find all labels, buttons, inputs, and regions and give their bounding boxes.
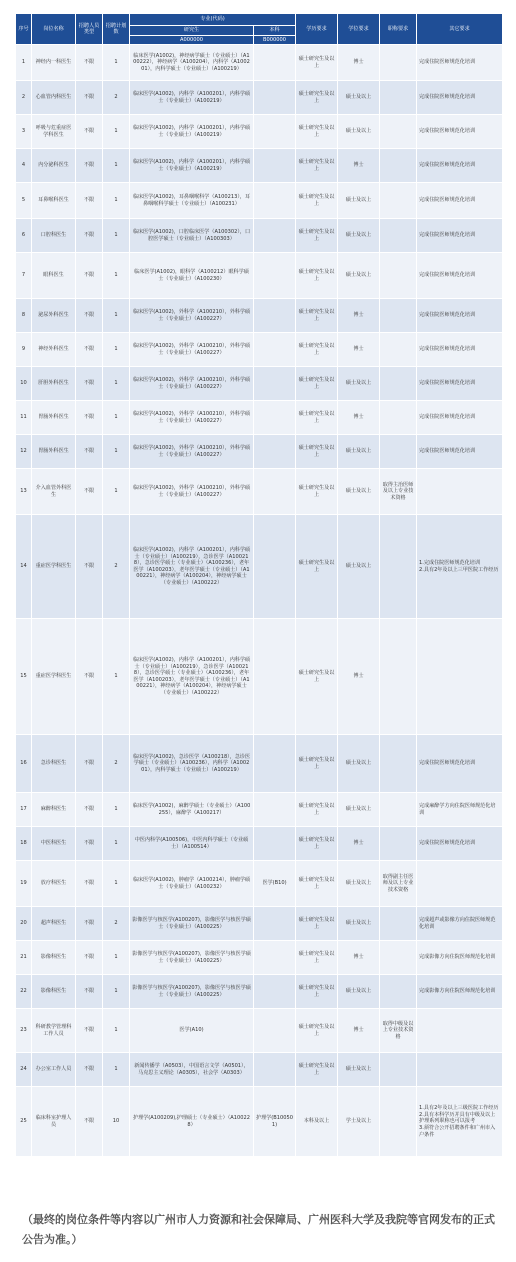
cell-degree: 学士及以上 (338, 1087, 380, 1157)
cell-recruit-target: 不限 (76, 1087, 103, 1157)
cell-other-req: 完成超声或影像方向住院医师规范化培训 (417, 907, 503, 941)
cell-undergrad-major (254, 735, 296, 793)
cell-seq: 6 (16, 219, 32, 253)
cell-seq: 14 (16, 515, 32, 619)
footnote: （最终的岗位条件等内容以广州市人力资源和社会保障局、广州医科大学及我院等官网发布的正式公告为准。） (22, 1213, 495, 1246)
cell-title-req (380, 735, 417, 793)
cell-recruit-target: 不限 (76, 469, 103, 515)
cell-degree: 硕士及以上 (338, 1053, 380, 1087)
cell-recruit-count: 2 (103, 735, 130, 793)
cell-recruit-count: 1 (103, 367, 130, 401)
table-row (16, 45, 503, 81)
cell-other-req: 完成住院医师规范化培训 (417, 115, 503, 149)
cell-position-name: 办公室工作人员 (32, 1053, 76, 1087)
cell-recruit-target: 不限 (76, 1053, 103, 1087)
header-grad-major: 研究生 (130, 26, 254, 36)
cell-undergrad-major (254, 619, 296, 735)
cell-grad-major: 临床医学(A1002)，耳鼻咽喉科学（A100213），耳鼻咽喉科学硕士（专业硕士）（A100231） (130, 183, 254, 219)
cell-undergrad-major (254, 941, 296, 975)
cell-recruit-count: 1 (103, 1053, 130, 1087)
header-recruit-target: 招聘人员类型 (76, 14, 103, 45)
cell-position-name: 重症医学科医生 (32, 619, 76, 735)
cell-seq: 3 (16, 115, 32, 149)
cell-recruit-target: 不限 (76, 333, 103, 367)
cell-recruit-count: 1 (103, 183, 130, 219)
cell-title-req (380, 975, 417, 1009)
cell-recruit-count: 1 (103, 401, 130, 435)
cell-grad-major: 临床医学(A1002)，急诊医学（A100218），急诊医学硕士（专业硕士）（A100236），内科学（A100201），内科学硕士（专业硕士）（A100219） (130, 735, 254, 793)
cell-undergrad-major: 护理学(B100501) (254, 1087, 296, 1157)
cell-seq: 4 (16, 149, 32, 183)
cell-position-name: 眼科医生 (32, 253, 76, 299)
cell-position-name: 耳鼻喉科医生 (32, 183, 76, 219)
cell-title-req (380, 367, 417, 401)
cell-other-req: 完成影像方向住院医师规范化培训 (417, 941, 503, 975)
header-undergrad-major: 本科 (254, 26, 296, 36)
cell-degree: 博士 (338, 45, 380, 81)
cell-undergrad-major (254, 793, 296, 827)
cell-education: 硕士研究生及以上 (296, 435, 338, 469)
cell-other-req: 1.完成住院医师规范化培训 2.具有2年及以上三甲医院工作经历 (417, 515, 503, 619)
cell-seq: 12 (16, 435, 32, 469)
cell-recruit-target: 不限 (76, 907, 103, 941)
table-row (16, 149, 503, 183)
table-row (16, 861, 503, 907)
table-row (16, 183, 503, 219)
cell-undergrad-major (254, 907, 296, 941)
cell-seq: 16 (16, 735, 32, 793)
table-row (16, 975, 503, 1009)
table-row (16, 219, 503, 253)
cell-education: 硕士研究生及以上 (296, 219, 338, 253)
cell-degree: 硕士及以上 (338, 793, 380, 827)
cell-recruit-target: 不限 (76, 45, 103, 81)
cell-education: 硕士研究生及以上 (296, 469, 338, 515)
cell-grad-major: 临床医学(A1002)，眼科学（A100212）眼科学硕士（专业硕士）（A100230） (130, 253, 254, 299)
table-row (16, 401, 503, 435)
cell-recruit-count: 1 (103, 299, 130, 333)
cell-recruit-count: 1 (103, 115, 130, 149)
header-other-req: 其它要求 (417, 14, 503, 45)
cell-position-name: 麻醉科医生 (32, 793, 76, 827)
table-row (16, 827, 503, 861)
cell-title-req (380, 253, 417, 299)
cell-seq: 18 (16, 827, 32, 861)
cell-education: 硕士研究生及以上 (296, 401, 338, 435)
cell-title-req (380, 515, 417, 619)
cell-title-req (380, 149, 417, 183)
cell-title-req (380, 219, 417, 253)
cell-education: 硕士研究生及以上 (296, 1009, 338, 1053)
cell-grad-major: 临床医学(A1002)，外科学（A100210），外科学硕士（专业硕士）（A100227） (130, 367, 254, 401)
cell-undergrad-major (254, 435, 296, 469)
cell-degree: 硕士及以上 (338, 907, 380, 941)
cell-education: 硕士研究生及以上 (296, 149, 338, 183)
cell-recruit-count: 1 (103, 941, 130, 975)
cell-seq: 15 (16, 619, 32, 735)
cell-seq: 11 (16, 401, 32, 435)
cell-position-name: 内分泌科医生 (32, 149, 76, 183)
cell-education: 硕士研究生及以上 (296, 793, 338, 827)
cell-other-req: 完成住院医师规范化培训 (417, 45, 503, 81)
cell-title-req (380, 1087, 417, 1157)
cell-undergrad-major (254, 115, 296, 149)
cell-grad-major: 护理学(A100209),护理硕士（专业硕士）（A100228） (130, 1087, 254, 1157)
table-row (16, 299, 503, 333)
cell-education: 硕士研究生及以上 (296, 515, 338, 619)
cell-grad-major: 临床医学(A1002)，麻醉学硕士（专业硕士）（A100255），麻醉学（A100217） (130, 793, 254, 827)
header-recruit-count: 招聘计划数 (103, 14, 130, 45)
cell-seq: 7 (16, 253, 32, 299)
cell-undergrad-major (254, 219, 296, 253)
cell-other-req: 完成住院医师规范化培训 (417, 81, 503, 115)
cell-undergrad-major (254, 367, 296, 401)
cell-other-req: 完成住院医师规范化培训 (417, 253, 503, 299)
recruitment-table-container (15, 13, 502, 1157)
cell-title-req: 取得副主任医师及以上专业技术资格 (380, 861, 417, 907)
cell-title-req: 取得中级及以上专业技术资格 (380, 1009, 417, 1053)
table-row (16, 735, 503, 793)
cell-undergrad-major (254, 1009, 296, 1053)
cell-seq: 24 (16, 1053, 32, 1087)
cell-position-name: 神经外科医生 (32, 333, 76, 367)
cell-education: 硕士研究生及以上 (296, 827, 338, 861)
cell-recruit-target: 不限 (76, 827, 103, 861)
header-seq: 序号 (16, 14, 32, 45)
cell-grad-major: 临床医学(A1002)，口腔临床医学（A100302），口腔医学硕士（专业硕士）（A100303） (130, 219, 254, 253)
cell-grad-major: 临床医学(A1002)，外科学（A100210），外科学硕士（专业硕士）（A100227） (130, 435, 254, 469)
cell-position-name: 胃肠外科医生 (32, 401, 76, 435)
cell-undergrad-major (254, 515, 296, 619)
cell-degree: 硕士及以上 (338, 515, 380, 619)
recruitment-table (15, 13, 503, 1157)
cell-recruit-count: 2 (103, 81, 130, 115)
table-body (16, 45, 503, 1157)
cell-grad-major: 影像医学与核医学(A100207)，影像医学与核医学硕士（专业硕士）（A100225） (130, 907, 254, 941)
cell-seq: 21 (16, 941, 32, 975)
table-row (16, 619, 503, 735)
cell-education: 硕士研究生及以上 (296, 81, 338, 115)
cell-grad-major: 影像医学与核医学(A100207)，影像医学与核医学硕士（专业硕士）（A100225） (130, 941, 254, 975)
cell-recruit-count: 1 (103, 45, 130, 81)
cell-other-req: 完成住院医师规范化培训 (417, 299, 503, 333)
cell-recruit-target: 不限 (76, 253, 103, 299)
cell-undergrad-major (254, 183, 296, 219)
cell-degree: 硕士及以上 (338, 253, 380, 299)
cell-title-req (380, 183, 417, 219)
cell-recruit-count: 1 (103, 219, 130, 253)
cell-position-name: 心血管内科医生 (32, 81, 76, 115)
cell-degree: 硕士及以上 (338, 469, 380, 515)
cell-recruit-count: 1 (103, 469, 130, 515)
cell-position-name: 呼吸与危重症医学科医生 (32, 115, 76, 149)
cell-other-req: 完成住院医师规范化培训 (417, 401, 503, 435)
cell-recruit-target: 不限 (76, 975, 103, 1009)
cell-degree: 博士 (338, 941, 380, 975)
header-title-req: 职称要求 (380, 14, 417, 45)
cell-undergrad-major (254, 1053, 296, 1087)
cell-recruit-count: 2 (103, 515, 130, 619)
cell-seq: 5 (16, 183, 32, 219)
cell-title-req: 取得主治医师及以上专业技术资格 (380, 469, 417, 515)
cell-other-req (417, 861, 503, 907)
cell-seq: 25 (16, 1087, 32, 1157)
cell-recruit-count: 1 (103, 827, 130, 861)
header-education: 学历要求 (296, 14, 338, 45)
cell-position-name: 介入血管外科医生 (32, 469, 76, 515)
cell-recruit-count: 10 (103, 1087, 130, 1157)
cell-education: 硕士研究生及以上 (296, 975, 338, 1009)
cell-recruit-count: 2 (103, 907, 130, 941)
cell-seq: 8 (16, 299, 32, 333)
cell-recruit-target: 不限 (76, 1009, 103, 1053)
cell-degree: 硕士及以上 (338, 115, 380, 149)
cell-other-req: 完成住院医师规范化培训 (417, 827, 503, 861)
cell-education: 硕士研究生及以上 (296, 861, 338, 907)
cell-recruit-count: 1 (103, 149, 130, 183)
cell-grad-major: 临床医学(A1002)，内科学（A100201），内科学硕士（专业硕士）（A100219） (130, 81, 254, 115)
cell-other-req: 完成住院医师规范化培训 (417, 435, 503, 469)
cell-education: 硕士研究生及以上 (296, 735, 338, 793)
cell-education: 硕士研究生及以上 (296, 1053, 338, 1087)
cell-recruit-target: 不限 (76, 183, 103, 219)
cell-recruit-target: 不限 (76, 735, 103, 793)
cell-grad-major: 中医内科学(A100506)，中医内科学硕士（专业硕士）（A100514） (130, 827, 254, 861)
cell-title-req (380, 941, 417, 975)
cell-title-req (380, 401, 417, 435)
cell-grad-major: 临床医学(A1002)，外科学（A100210），外科学硕士（专业硕士）（A100227） (130, 401, 254, 435)
cell-grad-major: 临床医学(A1002)，内科学（A100201），内科学硕士（专业硕士）（A100219） (130, 115, 254, 149)
header-major-group: 专业(代码) (130, 14, 296, 26)
cell-other-req: 1.具有2年及以上三级医院工作经历 2.具有本科学历并具有中级及以上护理系列职称也可以报考 3.须符合公开招聘条件和广州市入户条件 (417, 1087, 503, 1157)
cell-grad-major: 临床医学(A1002)，内科学（A100201），内科学硕士（专业硕士）（A100219），急诊医学（A100218），急诊医学硕士（专业硕士）（A100236），老年医学（A100203），老年医学硕士（专业硕士）（A100221），神经病学（A100204），神经病学硕士（专业硕士）（A100222） (130, 515, 254, 619)
cell-position-name: 泌尿外科医生 (32, 299, 76, 333)
cell-undergrad-major (254, 975, 296, 1009)
cell-recruit-target: 不限 (76, 435, 103, 469)
cell-other-req: 完成住院医师规范化培训 (417, 333, 503, 367)
cell-education: 硕士研究生及以上 (296, 333, 338, 367)
table-row (16, 1053, 503, 1087)
cell-title-req (380, 299, 417, 333)
header-grad-code: A000000 (130, 35, 254, 45)
cell-undergrad-major (254, 827, 296, 861)
cell-undergrad-major (254, 333, 296, 367)
cell-degree: 硕士及以上 (338, 735, 380, 793)
cell-education: 硕士研究生及以上 (296, 299, 338, 333)
cell-other-req (417, 619, 503, 735)
cell-undergrad-major (254, 299, 296, 333)
cell-position-name: 中医科医生 (32, 827, 76, 861)
cell-grad-major: 临床医学(A1002)，外科学（A100210），外科学硕士（专业硕士）（A100227） (130, 333, 254, 367)
cell-degree: 博士 (338, 299, 380, 333)
cell-grad-major: 临床医学(A1002)，内科学（A100201），内科学硕士（专业硕士）（A100219），急诊医学（A100218），急诊医学硕士（专业硕士）（A100236），老年医学（A100203），老年医学硕士（专业硕士）（A100221），神经病学（A100204），神经病学硕士（专业硕士）（A100222） (130, 619, 254, 735)
cell-position-name: 影像科医生 (32, 975, 76, 1009)
cell-other-req: 完成住院医师规范化培训 (417, 735, 503, 793)
cell-recruit-target: 不限 (76, 941, 103, 975)
header-undergrad-code: B000000 (254, 35, 296, 45)
cell-recruit-target: 不限 (76, 401, 103, 435)
cell-undergrad-major (254, 149, 296, 183)
cell-degree: 博士 (338, 827, 380, 861)
cell-seq: 1 (16, 45, 32, 81)
table-row (16, 515, 503, 619)
cell-seq: 19 (16, 861, 32, 907)
cell-recruit-count: 1 (103, 793, 130, 827)
cell-degree: 硕士及以上 (338, 367, 380, 401)
cell-other-req: 完成住院医师规范化培训 (417, 367, 503, 401)
cell-position-name: 急诊科医生 (32, 735, 76, 793)
cell-education: 硕士研究生及以上 (296, 367, 338, 401)
cell-degree: 博士 (338, 401, 380, 435)
cell-title-req (380, 619, 417, 735)
cell-grad-major: 临床医学(A1002)，神经病学硕士（专业硕士）（A100222），神经病学（A100204），内科学（A100201），内科学硕士（专业硕士）（A100219） (130, 45, 254, 81)
cell-seq: 23 (16, 1009, 32, 1053)
cell-undergrad-major: 医学(B10) (254, 861, 296, 907)
cell-degree: 博士 (338, 149, 380, 183)
cell-recruit-count: 1 (103, 1009, 130, 1053)
table-row (16, 253, 503, 299)
table-row (16, 941, 503, 975)
cell-grad-major: 影像医学与核医学(A100207)，影像医学与核医学硕士（专业硕士）（A100225） (130, 975, 254, 1009)
cell-education: 硕士研究生及以上 (296, 115, 338, 149)
cell-degree: 硕士及以上 (338, 861, 380, 907)
cell-seq: 13 (16, 469, 32, 515)
cell-degree: 硕士及以上 (338, 183, 380, 219)
cell-seq: 17 (16, 793, 32, 827)
cell-position-name: 重症医学科医生 (32, 515, 76, 619)
header-degree: 学位要求 (338, 14, 380, 45)
cell-recruit-target: 不限 (76, 367, 103, 401)
cell-title-req (380, 115, 417, 149)
cell-other-req: 完成麻醉学方向住院医师规范化培训 (417, 793, 503, 827)
cell-undergrad-major (254, 253, 296, 299)
table-row (16, 435, 503, 469)
cell-degree: 博士 (338, 1009, 380, 1053)
cell-recruit-count: 1 (103, 975, 130, 1009)
cell-education: 硕士研究生及以上 (296, 45, 338, 81)
cell-recruit-count: 1 (103, 435, 130, 469)
cell-recruit-target: 不限 (76, 299, 103, 333)
cell-title-req (380, 793, 417, 827)
table-row (16, 115, 503, 149)
cell-undergrad-major (254, 81, 296, 115)
cell-other-req: 完成住院医师规范化培训 (417, 149, 503, 183)
table-row (16, 367, 503, 401)
cell-degree: 博士 (338, 619, 380, 735)
cell-position-name: 科研教学管理科工作人员 (32, 1009, 76, 1053)
cell-position-name: 肝胆外科医生 (32, 367, 76, 401)
cell-recruit-count: 1 (103, 619, 130, 735)
table-row (16, 793, 503, 827)
cell-recruit-count: 1 (103, 861, 130, 907)
table-row (16, 907, 503, 941)
cell-education: 硕士研究生及以上 (296, 183, 338, 219)
cell-recruit-count: 1 (103, 253, 130, 299)
cell-seq: 10 (16, 367, 32, 401)
cell-position-name: 临床科室护理人员 (32, 1087, 76, 1157)
cell-recruit-target: 不限 (76, 81, 103, 115)
cell-recruit-target: 不限 (76, 115, 103, 149)
cell-education: 硕士研究生及以上 (296, 907, 338, 941)
table-row (16, 469, 503, 515)
cell-position-name: 神经内一科医生 (32, 45, 76, 81)
cell-other-req (417, 1009, 503, 1053)
cell-degree: 硕士及以上 (338, 975, 380, 1009)
cell-seq: 22 (16, 975, 32, 1009)
cell-other-req (417, 469, 503, 515)
cell-degree: 硕士及以上 (338, 435, 380, 469)
cell-position-name: 影像科医生 (32, 941, 76, 975)
cell-other-req: 完成住院医师规范化培训 (417, 183, 503, 219)
cell-recruit-target: 不限 (76, 619, 103, 735)
cell-education: 硕士研究生及以上 (296, 619, 338, 735)
cell-education: 本科及以上 (296, 1087, 338, 1157)
table-row (16, 81, 503, 115)
cell-recruit-target: 不限 (76, 793, 103, 827)
cell-undergrad-major (254, 45, 296, 81)
cell-position-name: 口腔科医生 (32, 219, 76, 253)
cell-grad-major: 新闻传播学（A0503），中国语言文学（A0501），马克思主义理论（A0305），社会学（A0303） (130, 1053, 254, 1087)
cell-grad-major: 临床医学(A1002)，外科学（A100210），外科学硕士（专业硕士）（A100227） (130, 299, 254, 333)
cell-recruit-target: 不限 (76, 515, 103, 619)
cell-grad-major: 临床医学(A1002)，内科学（A100201），内科学硕士（专业硕士）（A100219） (130, 149, 254, 183)
cell-title-req (380, 333, 417, 367)
cell-seq: 9 (16, 333, 32, 367)
cell-title-req (380, 827, 417, 861)
cell-position-name: 胃肠外科医生 (32, 435, 76, 469)
cell-other-req: 完成住院医师规范化培训 (417, 219, 503, 253)
cell-undergrad-major (254, 469, 296, 515)
table-row (16, 333, 503, 367)
cell-title-req (380, 45, 417, 81)
cell-title-req (380, 435, 417, 469)
cell-title-req (380, 81, 417, 115)
cell-recruit-target: 不限 (76, 149, 103, 183)
cell-degree: 硕士及以上 (338, 219, 380, 253)
table-row (16, 1009, 503, 1053)
cell-other-req: 完成影像方向住院医师规范化培训 (417, 975, 503, 1009)
cell-grad-major: 医学(A10) (130, 1009, 254, 1053)
cell-grad-major: 临床医学(A1002)，外科学（A100210），外科学硕士（专业硕士）（A100227） (130, 469, 254, 515)
cell-degree: 硕士及以上 (338, 81, 380, 115)
cell-position-name: 超声科医生 (32, 907, 76, 941)
cell-education: 硕士研究生及以上 (296, 941, 338, 975)
table-row (16, 1087, 503, 1157)
cell-degree: 博士 (338, 333, 380, 367)
cell-title-req (380, 1053, 417, 1087)
cell-recruit-target: 不限 (76, 219, 103, 253)
cell-seq: 2 (16, 81, 32, 115)
cell-position-name: 放疗科医生 (32, 861, 76, 907)
cell-other-req (417, 1053, 503, 1087)
cell-education: 硕士研究生及以上 (296, 253, 338, 299)
cell-recruit-target: 不限 (76, 861, 103, 907)
cell-recruit-count: 1 (103, 333, 130, 367)
cell-title-req (380, 907, 417, 941)
cell-grad-major: 临床医学(A1002)，肿瘤学（A100214），肿瘤学硕士（专业硕士）（A100232） (130, 861, 254, 907)
cell-seq: 20 (16, 907, 32, 941)
header-position-name: 岗位名称 (32, 14, 76, 45)
cell-undergrad-major (254, 401, 296, 435)
